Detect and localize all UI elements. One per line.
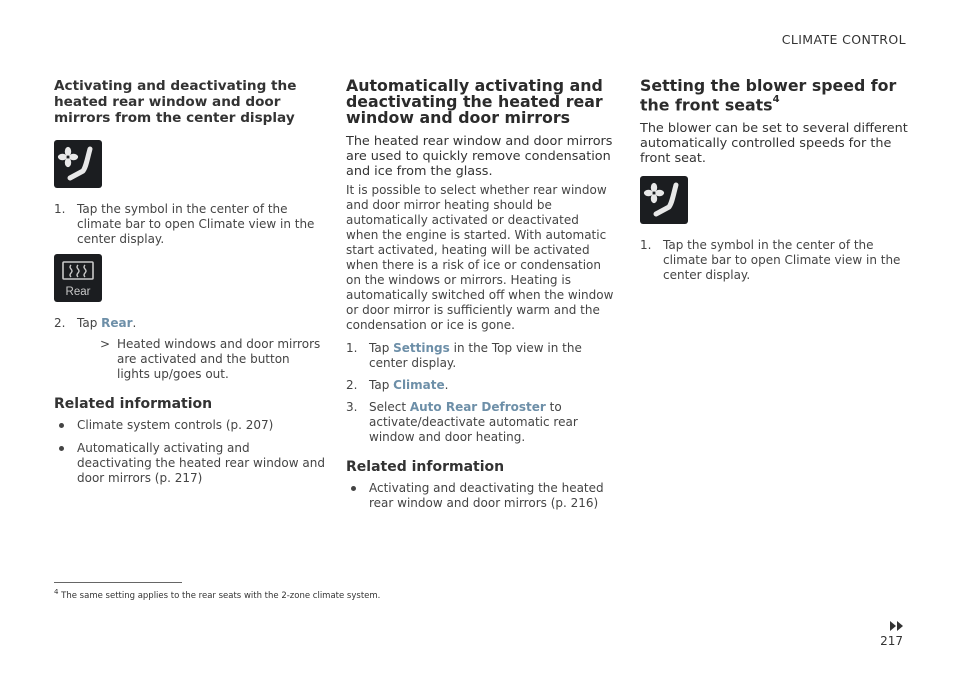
step-3: 3. Select Auto Rear Defroster to activate/deactivate automatic rear window and door heating. [346, 400, 578, 444]
footnote: $^4$ The same setting applies to the rear seats with the 2-zone climate system. [54, 588, 381, 601]
related-link[interactable]: Activating and deactivating the heated rear window and door mirrors (p. 216) [346, 481, 614, 511]
step-1: 1. Tap Settings in the Top view in the center display. [346, 341, 582, 370]
page-number: 217 [880, 634, 903, 648]
auto-rear-defroster-label: Auto Rear Defroster [409, 400, 546, 414]
step-2: 2. Tap Climate. [346, 378, 449, 392]
footnote-divider [54, 582, 182, 583]
body-paragraph: It is possible to select whether rear window and door mirror heating should be automatically activated or deactivated when the engine is started. With automatic start activated, heating will be activated when there is a risk of ice or condensation on the windows or mirrors. Heating is automatically switched off when the window or door mirror is sufficiently warm and the condensation or ice is gone. [346, 183, 614, 332]
heading-center-display: Activating and deactivating the heated rear window and door mirrors from the center display [54, 78, 297, 126]
settings-label: Settings [393, 341, 450, 355]
step-2: 2. Tap Rear. > Heated windows and door mirrors are activated and the button lights up/goes out. [54, 316, 326, 382]
climate-symbol-icon [640, 176, 688, 224]
related-link[interactable]: Automatically activating and deactivating the heated rear window and door mirrors (p. 217) [54, 441, 326, 486]
lead-paragraph: The blower can be set to several different automatically controlled speeds for the front seat. [640, 121, 908, 167]
related-info-heading: Related information [54, 396, 213, 412]
footnote-ref: 4 [772, 94, 780, 105]
heading-blower-speed: Setting the blower speed for the front seats$^4$ [640, 76, 897, 115]
column-center-display [54, 78, 326, 494]
column-blower-speed [640, 78, 908, 290]
column-auto-activation [346, 78, 614, 519]
related-info-heading: Related information [346, 459, 505, 475]
rear-defrost-icon [54, 254, 102, 302]
rear-button-label: Rear [101, 316, 133, 330]
step-1: 1. Tap the symbol in the center of the climate bar to open Climate view in the center display. [640, 238, 901, 283]
heading-auto-activation: Automatically activating and deactivating the heated rear window and door mirrors [346, 76, 603, 127]
step-1: 1. Tap the symbol in the center of the climate bar to open Climate view in the center display. [54, 202, 315, 246]
related-link[interactable]: Climate system controls (p. 207) [54, 418, 326, 433]
section-header: CLIMATE CONTROL [781, 32, 906, 47]
rear-icon-label: Rear [65, 286, 91, 298]
lead-paragraph: The heated rear window and door mirrors are used to quickly remove condensation and ice from the glass. [346, 134, 613, 179]
step-2-result: > Heated windows and door mirrors are activated and the button lights up/goes out. [100, 337, 321, 381]
climate-label: Climate [393, 378, 445, 392]
climate-symbol-icon [54, 140, 102, 188]
